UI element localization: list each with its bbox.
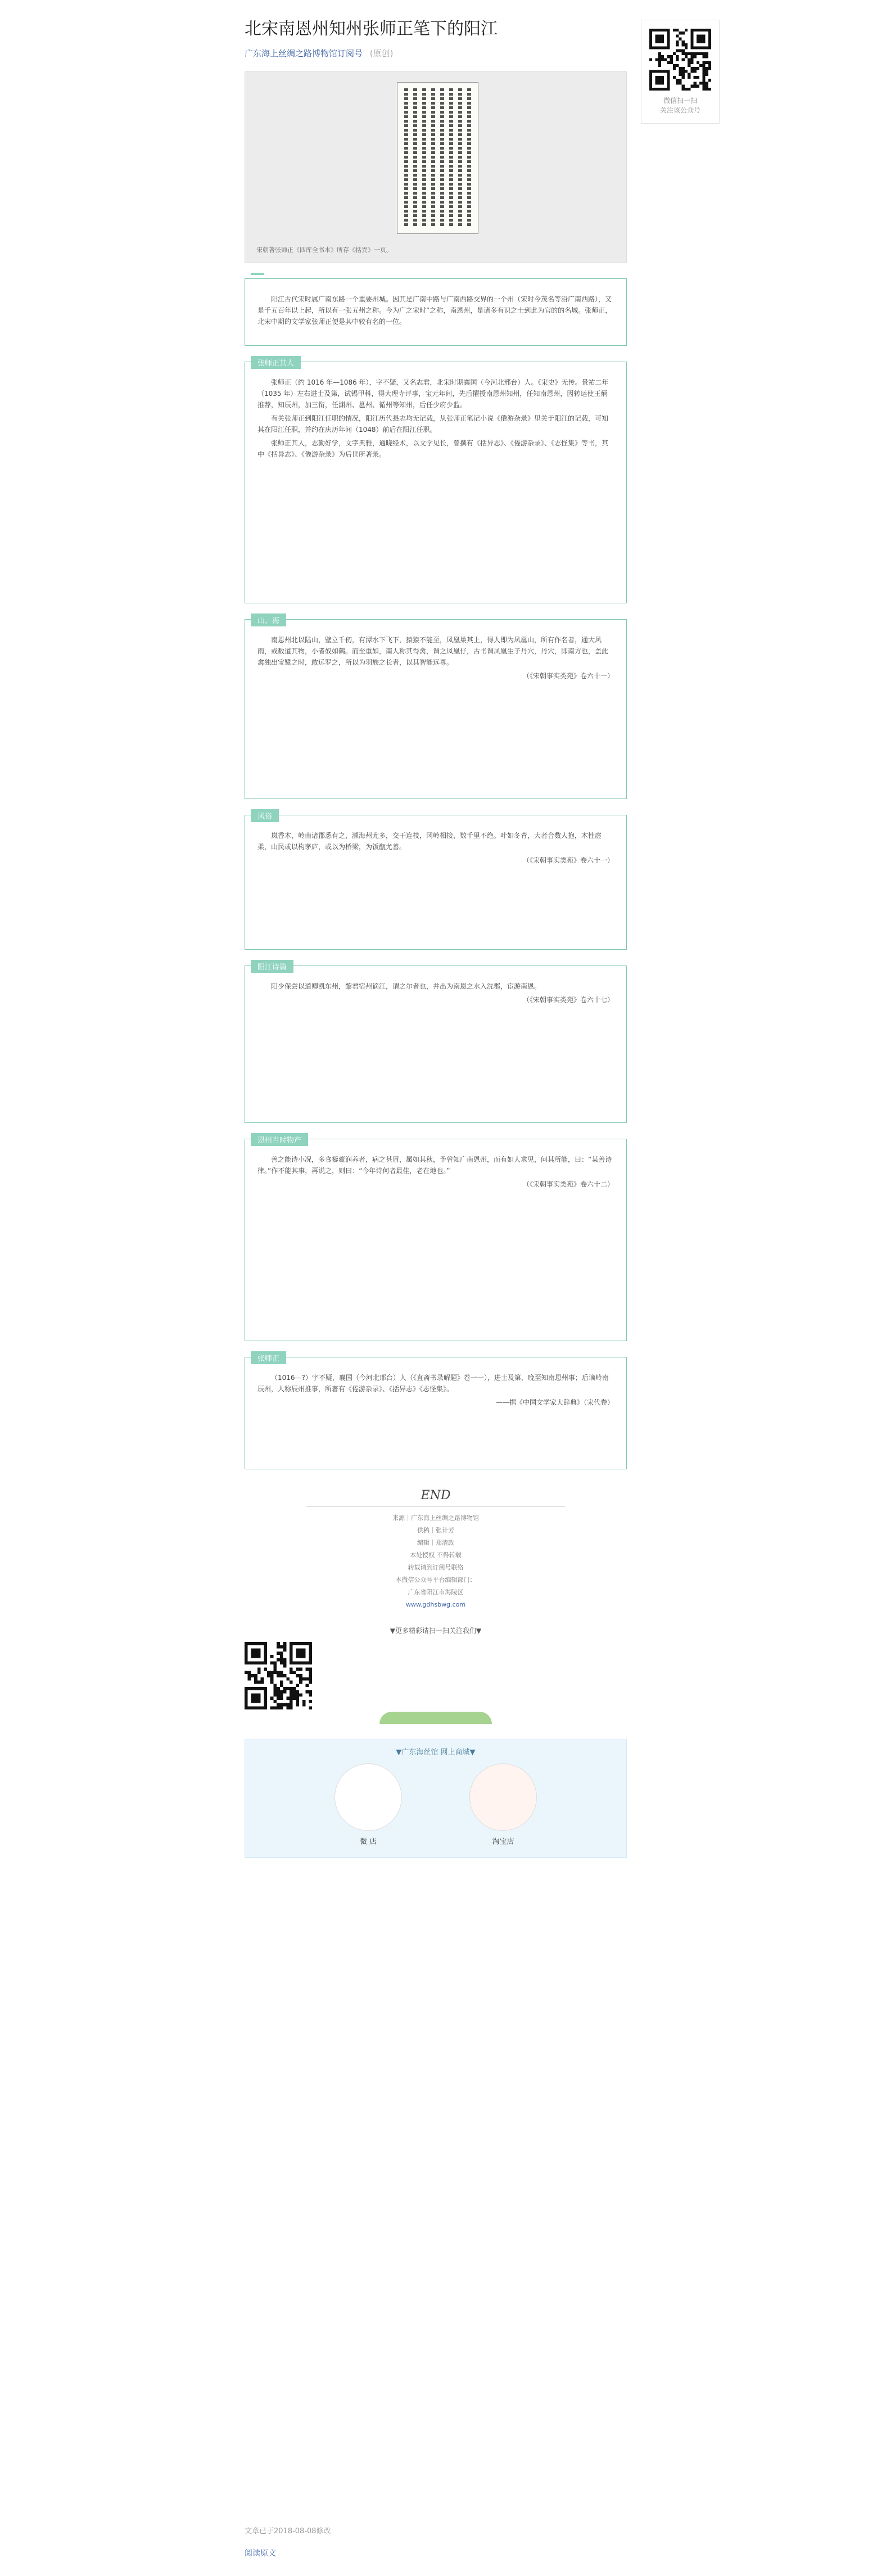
weidian-store[interactable] [334,1763,402,1846]
section-2 [245,619,627,799]
section-paragraph: 阳少保尝以道卿凯东州，黎君宿州谪江，谓之尔者也，并出为南恩之水入洗郡，宦游南恩。 [271,982,541,990]
section-tag [251,273,264,275]
weidian-qr-icon [334,1763,402,1831]
side-qr-caption-2: 关注该公众号 [659,106,700,114]
modified-date: 文章已于2018-08-08修改 [245,2527,331,2536]
taobao-label: 淘宝店 [492,1838,514,1846]
section-1 [245,359,627,603]
article [245,17,627,1858]
section-4 [245,963,627,1123]
section-citation: ——据《中国文学家大辞典》（宋代卷） [495,1398,614,1406]
taobao-qr-icon [469,1763,537,1831]
section-paragraph: 善之能诗小况，多食藜藿润养者，病之甚眉，属如其秋，予曾知广南恩州，而有如人求见，问其所能，曰：“某善诗律。”作不能其事，再说之，则曰：“今年诗何者最佳，老在地也。” [257,1156,612,1175]
end-mark: END [421,1488,451,1503]
section-citation: （《宋朝事实类苑》卷六十一） [522,672,614,680]
section-citation: （《宋朝事实类苑》卷六十七） [522,996,614,1004]
hero-caption: 宋朝著张师正《四库全书本》所存《括異》一页。 [256,246,392,254]
section-paragraph: （1016—?）字不疑，襄国（今河北邢台）人（《直斋书录解题》卷一一），进士及第，晚至知南恩州事；后谪岭南辰州，人称辰州推事，所著有《倦游杂录》、《括异志》《志怪集》。 [257,1374,609,1393]
section-citation: （《宋朝事实类苑》卷六十一） [522,856,614,864]
section-paragraph: 南恩州北以陆山，壁立千仞，有潭水下飞下，猿猿不能至，凤凰巢其上，得人即为凤凰山，所有作名者，通大风雨，或数道其物，小者奴如鹤。而至重如，南人称其得禽，谓之凤凰仔，古书谓凤凰生子丹穴，丹穴，即南方也，盖此禽独出宝鹭之时，敢远罗之，所以为羽族之长者，以其智能远尊。 [257,636,609,666]
stores-caption: ▼广东海丝馆 网上商城▼ [396,1748,476,1757]
side-qr-panel [641,20,720,124]
section-paragraph: 有关张师正到阳江任职的情况，阳江历代县志均无记载，从张师正笔记小说《倦游杂录》里关于阳江的记载，可知其在阳江任职，并约在庆历年间（1048）前后在阳江任职。 [257,414,609,434]
credit-line: 供稿｜张计芳 [417,1527,454,1534]
read-original-link[interactable]: 阅读原文 [245,2549,276,2558]
article-title: 北宋南恩州知州张师正笔下的阳江 [245,19,498,39]
credit-line: 本微信公众号平台编辑部门： [395,1576,476,1584]
end-block [245,1488,627,1611]
section-3 [245,815,627,950]
credit-line: 来源｜广东海上丝绸之路博物馆 [392,1514,479,1522]
account-qr-code [245,1642,312,1709]
author-link[interactable]: 广东海上丝绸之路博物馆订阅号 [245,48,363,58]
section-tag: 阳江诗篇 [251,960,293,973]
section-tag: 张师正 [251,1351,286,1364]
more-label: ▼更多精彩请扫一扫关注我们▼ [390,1627,482,1635]
article-sections [245,278,627,1469]
scroll-paper [397,82,478,234]
side-qr-code [649,29,711,91]
hill-decoration [379,1712,492,1724]
hero-image [245,71,627,263]
section-6 [245,1357,627,1469]
stores-panel [245,1739,627,1858]
credit-line: 广东省阳江市海陵区 [408,1589,464,1596]
credit-line: 本处授权 不得转载 [410,1551,462,1559]
section-paragraph: 张师正其人，志勤好学，文字典雅，通晓经术，以文学见长，曾撰有《括异志》、《倦游杂录》、《志怪集》等书，其中《括异志》、《倦游杂录》为后世所著录。 [257,439,609,458]
section-citation: （《宋朝事实类苑》卷六十二） [522,1180,614,1188]
section-paragraph: 阳江古代宋时属广南东路一个重要州城。因其是广南中路与广南西路交界的一个州（宋时今茂名等沿广南西路），又是千五百年以上起，所以有一张五州之称。今为广之宋时“之称，南恩州，是诸多有识之士到此为官的的名城。张师正，北宋中期的文学家张师正便是其中较有名的一位。 [257,295,612,326]
credit-line: 转载请到订阅号联络 [408,1564,464,1571]
section-tag: 恩州当时物产 [251,1133,308,1146]
section-0 [245,278,627,346]
original-label: (原创) [369,48,394,58]
credit-line[interactable]: www.gdhsbwg.com [405,1601,466,1608]
article-meta [245,47,627,59]
section-tag: 张师正其人 [251,356,301,369]
section-paragraph: 张师正（约 1016 年—1086 年），字不疑，又名志君，北宋时期襄国（今河北邢台）人。《宋史》无传。景祐二年（1035 年）左右进士及第，试锡甲科，得大理寺评事，宝元年间，先后擢授南恩州知州，任知南恩州，因转运使王炳推荐，知辰州，加三衔，任渊州、邕州、循州等知州，后任少府少监。 [257,378,609,409]
section-tag: 风俗 [251,809,279,822]
credits [245,1512,627,1611]
weidian-label: 微 店 [359,1838,377,1846]
section-paragraph: 岚香木，岭南诸郡悉有之，濒海州尤多，交干连枝，冈岭相接，数千里不绝。叶如冬青，大者合数人抱，木性虚柔，山民或以构茅庐，或以为桥梁，为饭甑尤善。 [257,832,602,851]
section-tag: 山、海 [251,613,286,626]
side-qr-caption-1: 微信扫一扫 [663,97,697,105]
credit-line: 编辑｜郑清政 [417,1539,454,1546]
taobao-store[interactable] [469,1763,537,1846]
section-5 [245,1136,627,1341]
